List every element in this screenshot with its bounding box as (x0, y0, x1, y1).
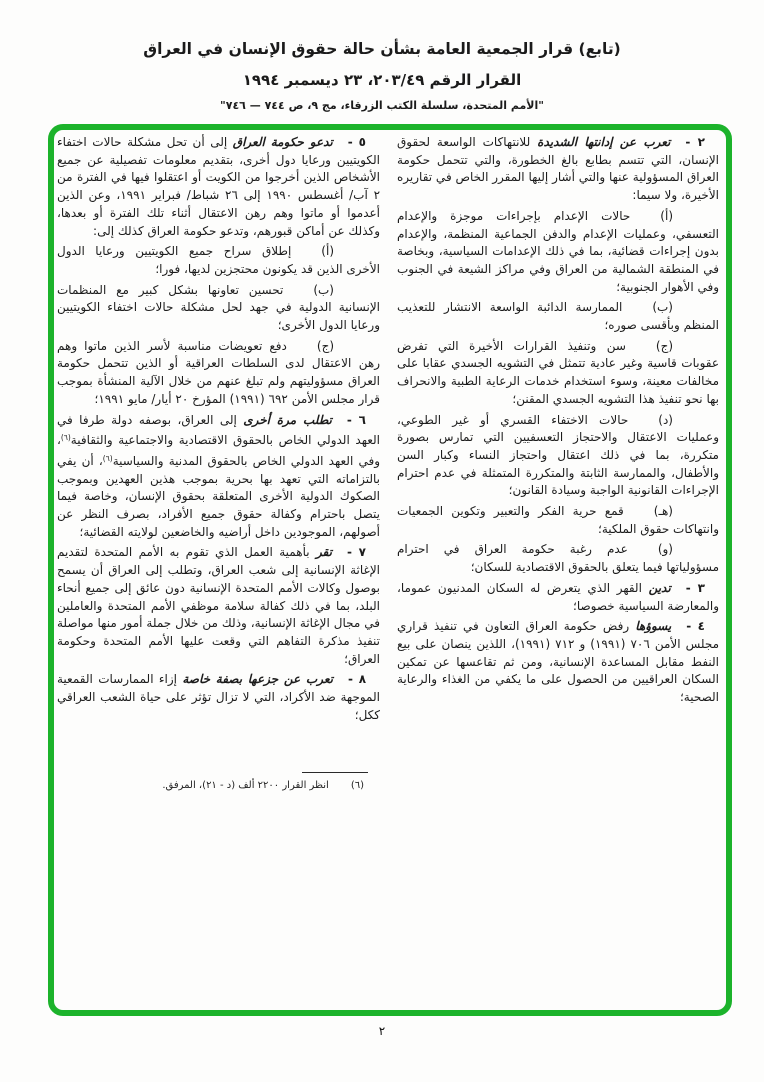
subparagraph-right-6 (397, 541, 719, 576)
numbered-paragraph-right-0 (397, 134, 719, 205)
paragraph-marker: (ب) (652, 300, 673, 315)
subparagraph-left-3 (57, 338, 380, 409)
paragraph-marker: (و) (657, 542, 673, 557)
paragraph-text: تحسين تعاونها بشكل كبير مع المنظمات الإنسانية الدولية في جهد لحل مشكلة حالات اختفاء الكويتيين ورعايا الدول الأخرى؛ (57, 282, 380, 333)
paragraph-marker: (د) (658, 412, 673, 427)
operative-lead: تطلب مرة أخرى (243, 412, 332, 427)
footnote-area (57, 772, 380, 791)
paragraph-marker: (ج) (655, 338, 673, 353)
paragraph-marker: ٥ - (347, 135, 366, 149)
text-column-left (57, 134, 380, 728)
footnote-divider (302, 772, 368, 773)
paragraph-marker: ٨ - (347, 672, 367, 687)
subparagraph-right-5 (397, 503, 719, 538)
paragraph-marker: (أ) (660, 208, 673, 223)
paragraph-text: إزاء الممارسات القمعية الموجهة ضد الأكراد، التي لا تزال تؤثر على حياة الشعب العراقي ككل؛ (57, 672, 380, 722)
numbered-paragraph-left-4 (57, 412, 380, 542)
paragraph-marker: ٤ - (686, 619, 705, 634)
paragraph-marker: (أ) (321, 244, 334, 259)
numbered-paragraph-left-6 (57, 671, 380, 724)
paragraph-text: رفض حكومة العراق التعاون في تنفيذ قراري مجلس الأمن ٧٠٦ (١٩٩١) و ٧١٢ (١٩٩١)، اللذين ينصان على بيع النفط مقابل المساعدة الإنسانية، ومن ثم تقاعسها عن تمكين السكان العراقيين من الحصول على ما يكفي من الغذاء والرعاية الصحية؛ (397, 619, 720, 705)
operative-lead: تقر (315, 545, 332, 560)
subparagraph-left-1 (57, 243, 380, 278)
paragraph-marker: ٧ - (346, 545, 366, 560)
footnote-reference: (٦) (102, 453, 113, 463)
numbered-paragraph-right-7 (397, 580, 719, 615)
paragraph-marker: (هـ) (653, 504, 673, 519)
subparagraph-right-1 (397, 208, 719, 297)
operative-lead: تدعو حكومة العراق (232, 135, 333, 149)
paragraph-text: قمع حرية الفكر والتعبير وتكوين الجمعيات وانتهاكات حقوق الملكية؛ (397, 504, 719, 536)
paragraph-text: إلى العراق، بوصفه دولة طرفا في العهد الدولي الخاص بالحقوق الاقتصادية والاجتماعية والثقافية (57, 412, 380, 448)
operative-lead: يسوؤها (635, 619, 672, 634)
numbered-paragraph-right-8 (397, 618, 719, 707)
page-number: ٢ (378, 1024, 386, 1038)
subparagraph-right-3 (397, 338, 719, 409)
paragraph-text: للانتهاكات الواسعة لحقوق الإنسان، التي تتسم بطابع بالغ الخطورة، والتي تتحمل حكومة العراق المسؤولية عنها والتي أشار إليها المقرر الخاص في تقاريره الأخيرة، ولا سيما: (397, 135, 719, 203)
paragraph-text: الممارسة الدائبة الواسعة الانتشار للتعذيب المنظم وبأقسى صوره؛ (397, 300, 719, 333)
resolution-number-line: القرار الرقم ٢٠٣/٤٩، ٢٣ ديسمبر ١٩٩٤ (242, 71, 522, 89)
subparagraph-right-2 (397, 299, 719, 334)
numbered-paragraph-left-5 (57, 544, 380, 668)
paragraph-marker: (ج) (316, 338, 334, 353)
paragraph-text: حالات الإعدام بإجراءات موجزة والإعدام التعسفي، وعمليات الإعدام والدفن الجماعية المنظمة، والإعدام بدون إجراءات قضائية، بما في ذلك الإعدامات السياسية، وبخاصة في المنطقة الشمالية من العراق وفي مراكز الشيعة في الجنوب وفي الأهوار الجنوبية؛ (397, 208, 719, 294)
subparagraph-right-4 (397, 412, 719, 501)
paragraph-text: إطلاق سراح جميع الكويتيين ورعايا الدول الأخرى الذين قد يكونون محتجزين لديها، فورا؛ (57, 244, 380, 276)
paragraph-text: ، أن يفي بالتزاماته التي تعهد بها بحرية بموجب هذين العهدين وبموجب الصكوك الدولية الأخرى المتعلقة بحقوق الإنسان، وخاصة فيما يتصل باحترام وكفالة حقوق جميع الأفراد، بصرف النظر عن أصولهم، الموجودين داخل أراضيه والخاضعين لولايته القضائية؛ (57, 453, 380, 539)
paragraph-marker: ٣ - (685, 580, 705, 595)
operative-lead: تعرب عن جزعها بصفة خاصة (182, 672, 333, 687)
paragraph-text: إلى أن تحل مشكلة حالات اختفاء الكويتيين ورعايا دول أخرى، بتقديم معلومات تفصيلية عن جميع الأشخاص الذين أخرجوا من الكويت أو اعتقلوا فيها في الفترة من ٢ آب/ أغسطس ١٩٩٠ إلى ٢٦ شباط/ فبراير ١٩٩١، وعن الذين أعدموا أو ماتوا وهم رهن الاعتقال أثناء تلك الفترة أو بعدها، وكذلك عن أماكن قبورهم، وتدعو حكومة العراق كذلك إلى: (57, 135, 381, 238)
subparagraph-left-2 (57, 282, 380, 335)
paragraph-text: ، وفي العهد الدولي الخاص بالحقوق المدنية والسياسية (57, 433, 380, 468)
footnote-reference: (٦) (60, 433, 71, 443)
numbered-paragraph-left-0 (57, 134, 380, 240)
document-title: (تابع) قرار الجمعية العامة بشأن حالة حقوق الإنسان في العراق (143, 40, 621, 58)
paragraph-marker: ٦ - (346, 412, 366, 427)
paragraph-text: دفع تعويضات مناسبة لأسر الذين ماتوا وهم رهن الاعتقال لدى السلطات العراقية أو الذين تتحمل حكومة العراق مسؤوليتهم ولم تبلغ عنهم من خلال الآلية المنشأة بموجب قرار مجلس الأمن ٦٩٢ (١٩٩١) المؤرخ ٢٠ أيار/ مايو ١٩٩١؛ (57, 338, 380, 406)
text-column-right (397, 134, 719, 710)
paragraph-marker: (ب) (313, 282, 334, 297)
operative-lead: تدين (648, 580, 671, 595)
paragraph-text: بأهمية العمل الذي تقوم به الأمم المتحدة لتقديم الإغاثة الإنسانية إلى شعب العراق، وتطلب إلى العراق أن يسمح بوصول وكالات الأمم المتحدة الإنسانية دون عائق إلى جميع أنحاء البلد، بما في ذلك كفالة سلامة موظفي الأمم المتحدة والعاملين في مجال الإغاثة الإنسانية، وذلك من خلال جملة أمور منها مواصلة تنفيذ مذكرة التفاهم التي وقعت عليها الأمم المتحدة وحكومة العراق؛ (57, 545, 380, 666)
source-citation: "الأمم المتحدة، سلسلة الكتب الزرقاء، مج ٩، ص ٧٤٤ — ٧٤٦" (220, 99, 544, 112)
footnote-text: انظر القرار ٢٢٠٠ ألف (د - ٢١)، المرفق. (162, 780, 329, 791)
paragraph-text: سن وتنفيذ القرارات الأخيرة التي تفرض عقوبات قاسية وغير عادية تتمثل في التشويه الجسدي عقابا على مخالفات معينة، وسوء استخدام خدمات الرعاية الطبية والانحراف بها نحو تنفيذ هذا التشويه الجسدي المقنن؛ (397, 338, 719, 406)
footnote-marker: (٦) (350, 780, 364, 791)
paragraph-marker: ٢ - (685, 135, 705, 149)
paragraph-text: حالات الاختفاء القسري أو غير الطوعي، وعمليات الاعتقال والاحتجاز التعسفيين التي تمارس بصورة متكررة، بما في ذلك اعتقال واحتجاز النساء وكبار السن والأطفال، والممارسة الثابتة والمتكررة المتمثلة في عدم احترام الإجراءات القانونية الواجبة وسيادة القانون؛ (397, 412, 719, 498)
paragraph-text: القهر الذي يتعرض له السكان المدنيون عموما، والمعارضة السياسية خصوصا؛ (397, 580, 719, 613)
operative-lead: تعرب عن إدانتها الشديدة (537, 135, 671, 149)
paragraph-text: عدم رغبة حكومة العراق في احترام مسؤولياتها فيما يتعلق بالحقوق الاقتصادية للسكان؛ (397, 542, 719, 575)
footnote (57, 780, 380, 791)
